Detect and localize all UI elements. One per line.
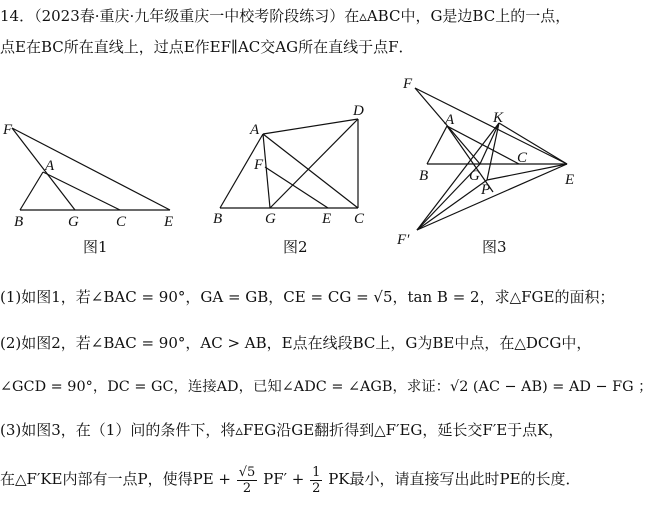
fig3-label-K: K [493,110,504,126]
part-3-text-pre: 在△F′KE内部有一点P，使得PE + [0,470,231,488]
fraction-1-denominator: 2 [242,480,252,496]
figure-1-caption: 图1 [83,238,108,256]
fig2-label-E: E [322,211,332,227]
fig1-label-G: G [68,214,79,230]
fig3-label-F: F [403,76,413,92]
problem-line-2: 点E在BC所在直线上，过点E作EF∥AC交AG所在直线于点F． [0,38,414,56]
fig3-label-E: E [565,172,575,188]
fraction-root5-over-2 [237,465,258,496]
figure-2-caption: 图2 [283,238,308,256]
part-2-line-2: ∠GCD = 90°，DC = GC，连接AD，已知∠ADC = ∠AGB，求证：√2 (AC − AB) = AD − FG ； [0,379,653,395]
fraction-1-numerator: √5 [238,464,256,480]
fraction-2-denominator: 2 [312,480,321,496]
fraction-1-over-2 [310,465,322,496]
part-3-line-2 [0,462,581,496]
fig3-label-P: P [481,182,491,198]
figure-2 [200,95,380,230]
figure-3-caption: 图3 [482,238,507,256]
fig2-label-G: G [265,211,276,227]
fig2-label-B: B [213,211,223,227]
fig3-label-B: B [419,168,429,184]
part-1: (1)如图1，若∠BAC = 90°，GA = GB，CE = CG = √5，tan B = 2，求△FGE的面积； [0,288,615,306]
fig1-label-F: F [3,122,13,138]
figure-3 [395,72,585,252]
fig2-label-A: A [250,122,260,138]
part-3-text-mid: PF′ + [263,470,305,488]
fig2-label-D: D [353,103,364,119]
fig1-label-E: E [164,214,174,230]
part-3-line-1: (3)如图3，在（1）问的条件下，将▵FEG沿GE翻折得到△F′EG，延长交F′E于点K， [0,421,564,439]
fig1-label-C: C [116,214,127,230]
part-2-line-1: (2)如图2，若∠BAC = 90°，AC > AB，E点在线段BC上，G为BE中点，在△DCG中， [0,334,592,352]
figure-1 [0,110,190,230]
fig3-label-F-prime: F′ [397,232,410,248]
fig2-label-F: F [254,157,264,173]
fraction-2-numerator: 1 [312,464,321,480]
fig3-label-C: C [517,150,528,166]
fig1-label-A: A [45,158,55,174]
fig3-label-A: A [445,112,455,128]
problem-line-1: 14．（2023春·重庆·九年级重庆一中校考阶段练习）在▵ABC中，G是边BC上的一点， [0,7,571,25]
fig2-label-C: C [354,211,365,227]
part-3-text-post: PK最小，请直接写出此时PE的长度． [328,470,581,488]
fig3-label-G: G [469,168,480,184]
fig1-label-B: B [14,214,24,230]
